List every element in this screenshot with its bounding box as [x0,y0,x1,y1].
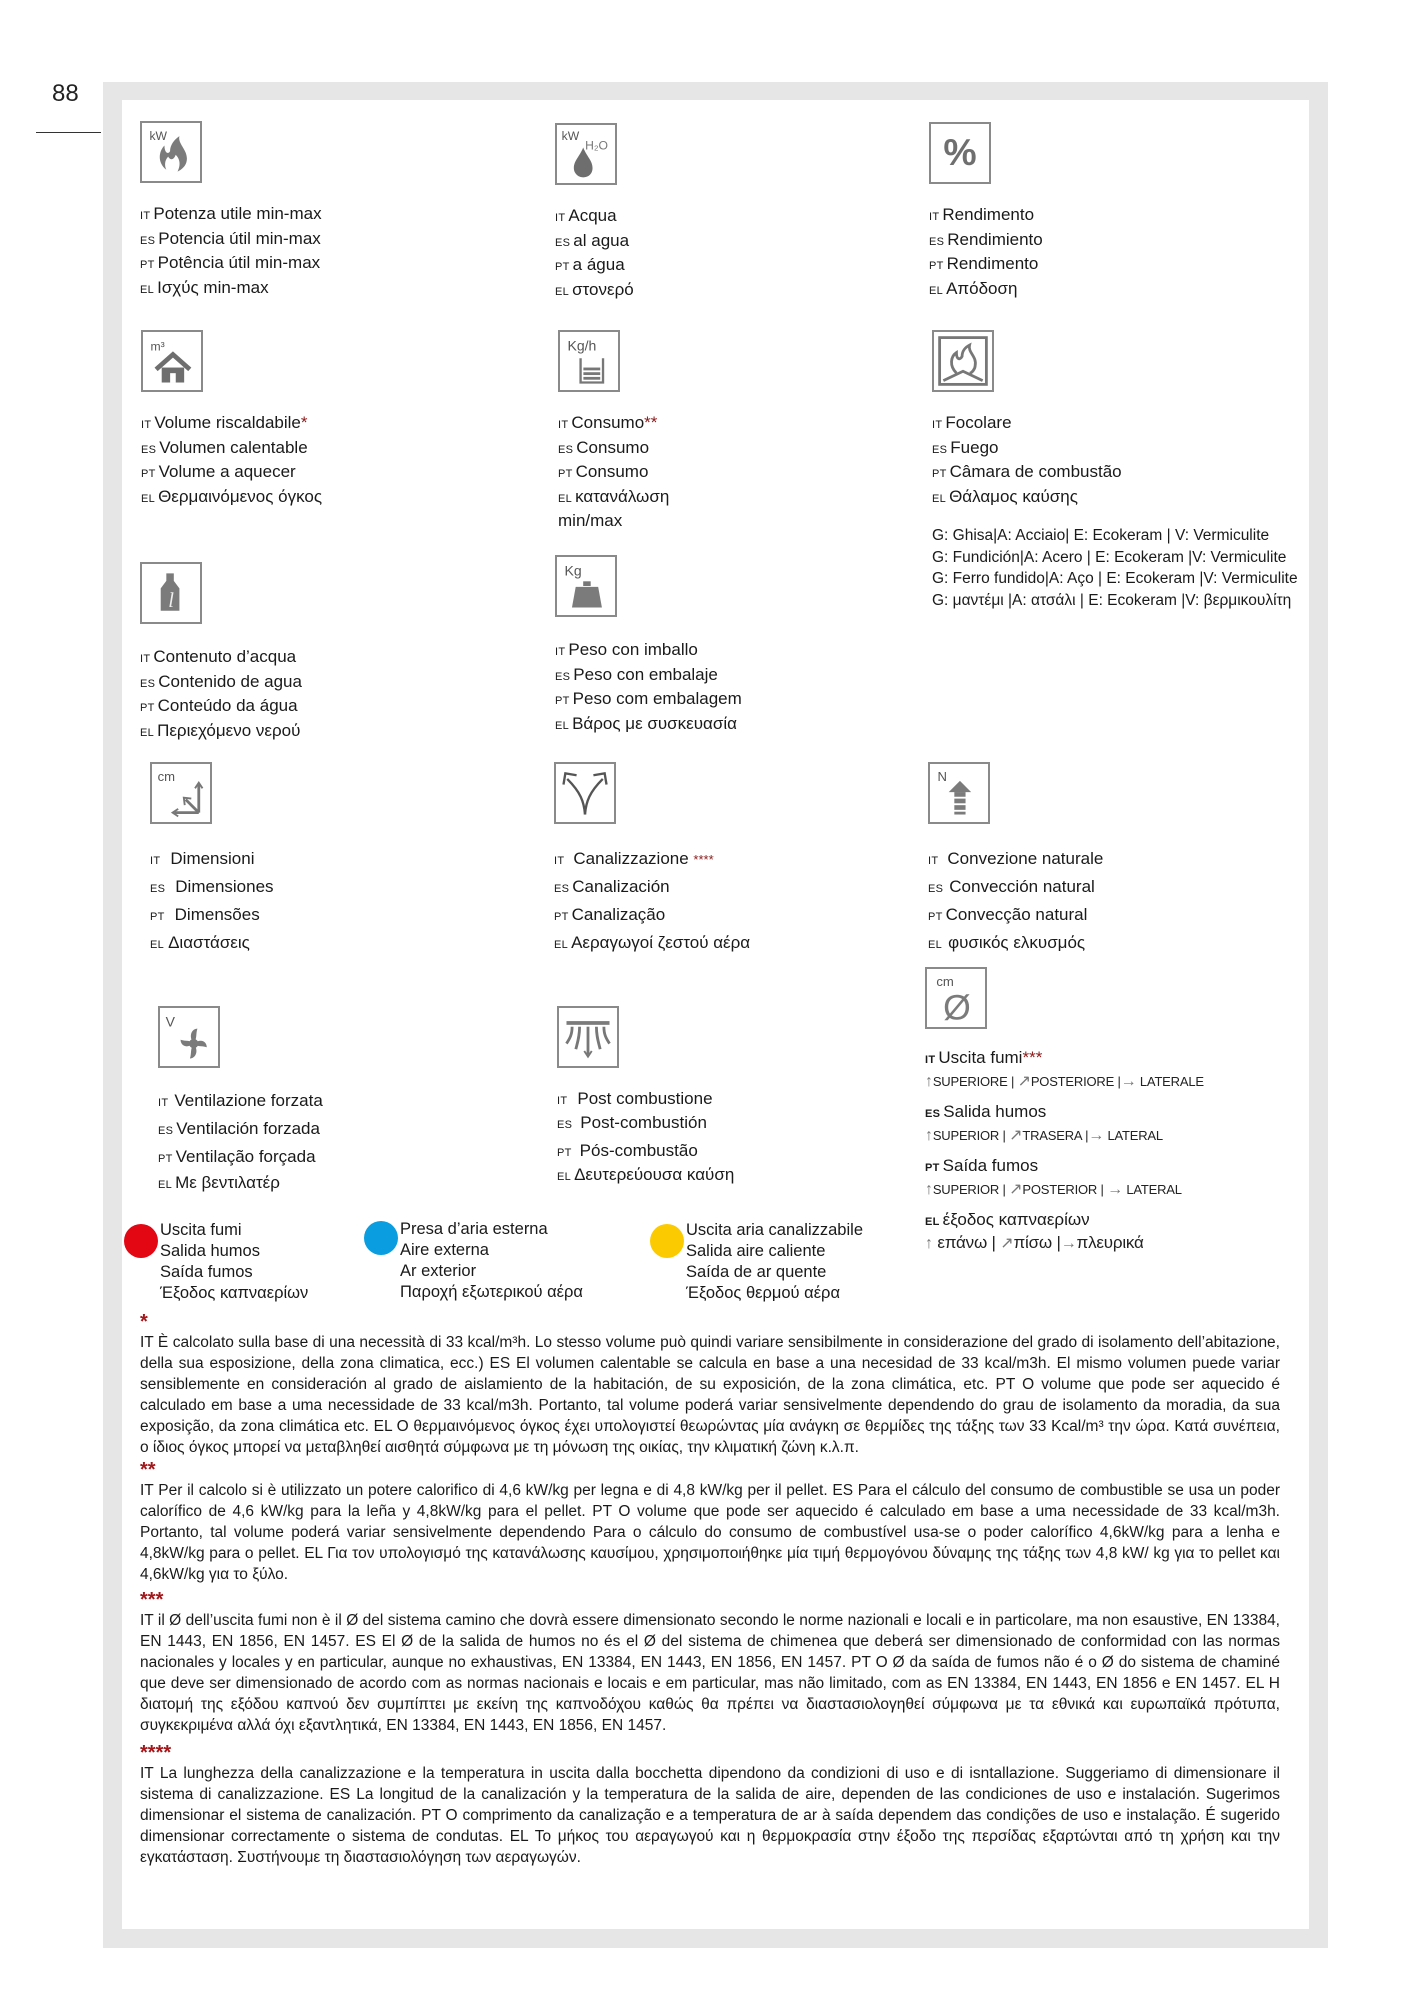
item-acqua: kW H₂O IT Acqua ES al agua PT a água EL στονερό [555,123,634,303]
svg-text:m³: m³ [150,339,165,354]
footnote-marker: ** [140,1459,156,1481]
svg-text:cm: cm [936,973,954,989]
svg-text:%: % [943,131,977,174]
label-es: Peso con embalaje [573,664,718,684]
label-it: Volume riscaldabile [154,413,301,432]
flue-diameter-icon [925,967,987,1029]
flue-directions-it: ↑SUPERIORE | ↗POSTERIORE |→ LATERALE [925,1073,1204,1090]
arrow-diagonal-icon: ↗ [1017,1073,1031,1090]
firebox-icon [932,330,994,392]
label-el: έξοδος καπναερίων [942,1210,1090,1229]
legend-hot-air-outlet: Uscita aria canalizzabile Salida aire caliente Saída de ar quente Έξοδος θερμού αέρα [650,1220,863,1304]
label-es: al agua [573,230,630,250]
label-pt: Dimensões [174,905,260,924]
label-es: Potencia útil min-max [158,228,321,248]
arrow-right-icon: → [1107,1181,1123,1198]
legend-flue-outlet: Uscita fumi Salida humos Saída fumos Έξοδος καπναερίων [124,1220,308,1304]
item-dimensioni: cm IT Dimensioni ES Dimensiones PT Dimensões EL Διαστάσεις [150,762,274,958]
label-it: Acqua [568,206,617,225]
item-postcombustione: IT Post combustione ES Post-combustión PT Pós-combustão EL Δευτερεύουσα καύση [557,1006,734,1188]
arrow-diagonal-icon: ↗ [1009,1127,1023,1144]
item-uscita-fumi: cm Ø IT Uscita fumi*** ↑SUPERIORE | ↗POSTERIORE |→ LATERALE ES Salida humos ↑SUPERIOR | ↗TRASERA |→ LATERAL PT Saída fumos ↑SUPERIOR | ↗POSTERIOR | → LATERAL EL έξοδος καπναερίων ↑ επάνω | ↗πίσω |→πλευρικά [925,967,1204,1263]
svg-text:kW: kW [561,128,580,143]
label-pt: Consumo [575,462,649,481]
label-el: Με βεντιλατέρ [175,1173,280,1192]
footnote-text: IT il Ø dell’uscita fumi non è il Ø del sistema camino che dovrà essere dimensionato secondo le norme nazionali e locali e in particolare, ma non esaustive, EN 13384, EN 1443, EN 1856, EN 1457. ES El Ø de la salida de humos no és el Ø del sistema de chimenea que deberá ser dimensionado de conformidad con las normas nacionales y locales y en particular, aunque no exhaustivas, EN 13384, EN 1443, EN 1856, EN 1457. PT O Ø da saída de fumos não é o Ø do sistema de chaminé que deve ser dimensionado de acordo com as normas nacionais e locais e em particular, mas não limitado, com as EN 13384, EN 1443, EN 1856 e EN 1457. EL Η διατομή της εξόδου καπνού δεν συμπίπτει με εκείνη της καπνοδόχου καθώς θα πρέπει να διαστασιολογηθεί σύμφωνα με τα εθνικά και ευρωπαϊκά πρότυπα, συγκεκριμένα αλλά όχι εξαντλητικά, EN 13384, EN 1443, EN 1856, EN 1457. [140,1612,1280,1734]
label-pt: Saída fumos [942,1156,1039,1175]
label-pt: Volume a aquecer [158,462,296,481]
label-es: Salida humos [943,1102,1047,1121]
flue-directions-pt: ↑SUPERIOR | ↗POSTERIOR | → LATERAL [925,1181,1182,1198]
footnote-text: IT È calcolato sulla base di una necessità di 33 kcal/m³h. Lo stesso volume può quindi variare sensibilmente in considerazione del grado di isolamento dell’abitazione, della sua esposizione, della zona climatica, ecc.) ES El volumen calentable se calcula en base a una necesidad de 33 kcal/m3h. El mismo volumen puede variar sensiblemente en consideración al grado de aislamiento de la habitación, de su exposición, de la zona climática, etc. PT O volume que pode ser aquecido é calculado em base a uma necessidade de 33 kcal/m3h. Portanto, tal volume poderá variar sensivelmente dependendo do grau de isolamento da moradia, da sua exposição, da zona climática etc. EL O θερμαινόμενος όγκος έχει υπολογιστεί θεωρώντας μία ανάγκη σε θερμίδες της τάξης των 33 Kcal/m³ την ώρα. Κατά συνέπεια, ο ίδιος όγκος μπορεί να μεταβληθεί αισθητά σύμφωνα με τη μόνωση της οικίας, την κλιματική ζώνη κ.λ.π. [140,1334,1280,1456]
label-es: Contenido de agua [158,671,302,691]
weight-icon [555,555,617,617]
label-el: Δευτερεύουσα καύση [574,1165,735,1184]
arrow-right-icon: → [1060,1235,1077,1252]
yellow-dot-icon [650,1224,684,1258]
item-canalizzazione: IT Canalizzazione **** ES Canalización PT Canalização EL Αεραγωγοί ζεστού αέρα [554,762,750,958]
label-it: Canalizzazione [573,849,689,868]
label-el: Βάρος με συσκευασία [572,713,737,733]
materials-line: G: Fundición|A: Acero | E: Ecokeram |V: Vermiculite [932,548,1287,566]
flue-directions-el: ↑ επάνω | ↗πίσω |→πλευρικά [925,1233,1144,1252]
item-potenza: kW IT Potenza utile min-max ES Potencia útil min-max PT Potência útil min-max EL Ισχύς min-max [140,121,322,301]
label-el: Ισχύς min-max [157,277,269,297]
fuel-consumption-icon [558,330,620,392]
item-rendimento: % IT Rendimento ES Rendimiento PT Rendimento EL Απόδοση [929,122,1043,302]
label-es: Volumen calentable [159,437,308,457]
label-pt: Canalização [571,905,666,924]
flue-directions-es: ↑SUPERIOR | ↗TRASERA |→ LATERAL [925,1127,1163,1144]
footnote-1 [140,1312,1280,1458]
fan-icon [158,1006,220,1068]
arrow-right-icon: → [1088,1127,1105,1144]
label-es: Fuego [950,437,999,457]
arrow-diagonal-icon: ↗ [1000,1235,1014,1252]
label-pt: Ventilação forçada [175,1147,316,1166]
label-es: Canalización [572,877,670,896]
house-volume-icon [141,330,203,392]
label-es: Convección natural [949,877,1095,896]
materials-line: G: Ferro fundido|A: Aço | E: Ecokeram |V: Vermiculite [932,570,1298,587]
label-el: φυσικός ελκυσμός [948,933,1086,952]
page-number-rule [36,132,101,133]
water-bottle-icon [140,562,202,624]
materials-line: G: Ghisa|A: Acciaio| E: Ecokeram | V: Vermiculite [932,527,1270,544]
label-pt: Convecção natural [945,905,1088,924]
blue-dot-icon [364,1221,398,1255]
label-it: Uscita fumi [938,1048,1023,1067]
materials-line: G: μαντέμι |A: ατσάλι | E: Ecokeram |V: βερμικουλίτη [932,591,1292,609]
legend-external-air: Presa d’aria esterna Aire externa Ar exterior Παροχή εξωτερικού αέρα [364,1219,583,1303]
label-es: Post-combustión [580,1113,707,1132]
label-pt: Pós-combustão [579,1141,698,1160]
footnote-text: IT Per il calcolo si è utilizzato un potere calorifico di 4,6 kW/kg per legna e di 4,8 kW/kg per il pellet. ES Para el cálculo del consumo de combustible se usa un poder calorífico de 4,6 kW/kg para la leña y 4,8kW/kg para el pellet. PT O volume que pode ser aquecido é calculado em base a uma necessidade de 33 kcal/m3h. Portanto, tal volume poderá variar sensivelmente dependendo Para o cálculo do consumo de combustível usa-se o poder calorífico 4,6kW/kg para a lenha e 4,8kW/kg para o pellet. EL Για τον υπολογισμό της κατανάλωσης καυσίμου, χρησιμοποιήθηκε μία τιμή θερμογόνου δύναμης της τάξης των 4,8 kW/ kg για το pellet και 4,6kW/kg για το ξύλο. [140,1482,1280,1583]
svg-text:Kg: Kg [564,562,582,579]
label-pt: Conteúdo da água [157,696,298,715]
svg-text:l: l [168,590,174,613]
item-volume: m³ IT Volume riscaldabile* ES Volumen calentable PT Volume a aquecer EL Θερμαινόμενος όγκος [141,330,322,510]
label-el: Θερμαινόμενος όγκος [158,486,323,506]
item-convezione: N IT Convezione naturale ES Convección natural PT Convecção natural EL φυσικός ελκυσμός [928,762,1103,958]
item-consumo: Kg/h IT Consumo** ES Consumo PT Consumo EL κατανάλωση min/max [558,330,669,532]
footnote-text: IT La lunghezza della canalizzazione e la temperatura in uscita dalla bocchetta dipendono da condizioni di uso e di isntallazione. Suggeriamo di dimensionare il sistema di canalizzazione. ES La longitud de la canalización y la temperatura de la salida de aire, dependen de las condiciones de uso e instalación. Sugerimos dimensionar el sistema de canalización. PT O comprimento da canalização e a temperatura de ar à saída dependem das condições de uso e instalação. É sugerido dimensionar correctamente o sistema de condutas. EL Το μήκος του αεραγωγού και η θερμοκρασία στην έξοδο της περσίδας εξαρτώνται από τη χρήση και την εγκατάσταση. Συστήνουμε τη διαστασιολόγηση των αεραγωγών. [140,1765,1280,1866]
item-contenuto: l IT Contenuto d’acqua ES Contenido de agua PT Conteúdo da água EL Περιεχόμενο νερού [140,562,302,744]
label-it: Consumo [571,413,645,432]
footnote-marker: * [140,1311,148,1333]
label-it: Convezione naturale [947,849,1104,868]
label-it: Dimensioni [170,849,255,868]
label-el: Περιεχόμενο νερού [157,720,301,740]
arrow-up-icon: ↑ [925,1235,933,1252]
label-pt: Peso com embalagem [572,689,742,708]
kw-water-drop-icon [555,123,617,185]
label-pt: Câmara de combustão [949,462,1122,481]
arrow-diagonal-icon: ↗ [1009,1181,1023,1198]
label-it: Rendimento [942,205,1035,224]
percent-icon [929,122,991,184]
svg-text:N: N [937,768,947,784]
natural-convection-icon [928,762,990,824]
item-peso: Kg IT Peso con imballo ES Peso con embalaje PT Peso com embalagem EL Βάρος με συσκευασία [555,555,742,737]
item-ventilazione: V IT Ventilazione forzata ES Ventilación forzada PT Ventilação forçada EL Με βεντιλατέρ [158,1006,323,1196]
arrow-up-icon: ↑ [925,1181,933,1198]
label-es: Rendimiento [947,229,1043,249]
footnote-marker: ** [644,413,658,432]
svg-text:H₂O: H₂O [585,138,609,153]
label-el: Αεραγωγοί ζεστού αέρα [571,933,751,952]
item-focolare: IT Focolare ES Fuego PT Câmara de combustão EL Θάλαμος καύσης [932,330,1122,510]
label-it: Peso con imballo [568,640,698,659]
label-it: Focolare [945,413,1012,432]
arrow-up-icon: ↑ [925,1073,933,1090]
label-it: Ventilazione forzata [174,1091,323,1110]
red-dot-icon [124,1224,158,1258]
label-el: στονερό [572,279,634,299]
label-pt: a água [572,255,625,274]
footnote-3 [140,1590,1280,1736]
label-pt: Rendimento [946,254,1039,273]
label-it: Post combustione [577,1089,713,1108]
svg-text:V: V [165,1013,175,1030]
post-combustion-icon [557,1006,619,1068]
firebox-materials-list [932,525,1298,611]
svg-text:cm: cm [157,768,176,784]
kw-flame-icon [140,121,202,183]
svg-text:kW: kW [149,128,168,143]
footnote-marker: *** [140,1589,164,1611]
footnote-2 [140,1460,1280,1585]
page-number: 88 [52,80,79,107]
footnote-marker: **** [693,852,714,867]
footnote-marker: * [300,413,308,432]
dimensions-icon [150,762,212,824]
footnote-4 [140,1743,1280,1868]
label-el: κατανάλωση [575,486,670,506]
label-el: Διαστάσεις [168,933,250,952]
arrow-up-icon: ↑ [925,1127,933,1144]
label-pt: Potência útil min-max [157,253,321,272]
label-el: Απόδοση [946,278,1018,298]
svg-text:Kg/h: Kg/h [567,337,597,354]
label-es: Ventilación forzada [176,1119,320,1138]
ducting-arrows-icon [554,762,616,824]
label-it: Contenuto d’acqua [153,647,297,666]
label-extra: min/max [558,511,623,530]
footnote-marker: *** [1022,1048,1043,1067]
label-it: Potenza utile min-max [153,204,322,223]
svg-text:Ø: Ø [943,987,971,1027]
label-es: Dimensiones [175,877,274,896]
label-es: Consumo [576,437,650,457]
footnote-marker: **** [140,1742,172,1764]
arrow-right-icon: → [1120,1073,1137,1090]
label-el: Θάλαμος καύσης [949,486,1078,506]
